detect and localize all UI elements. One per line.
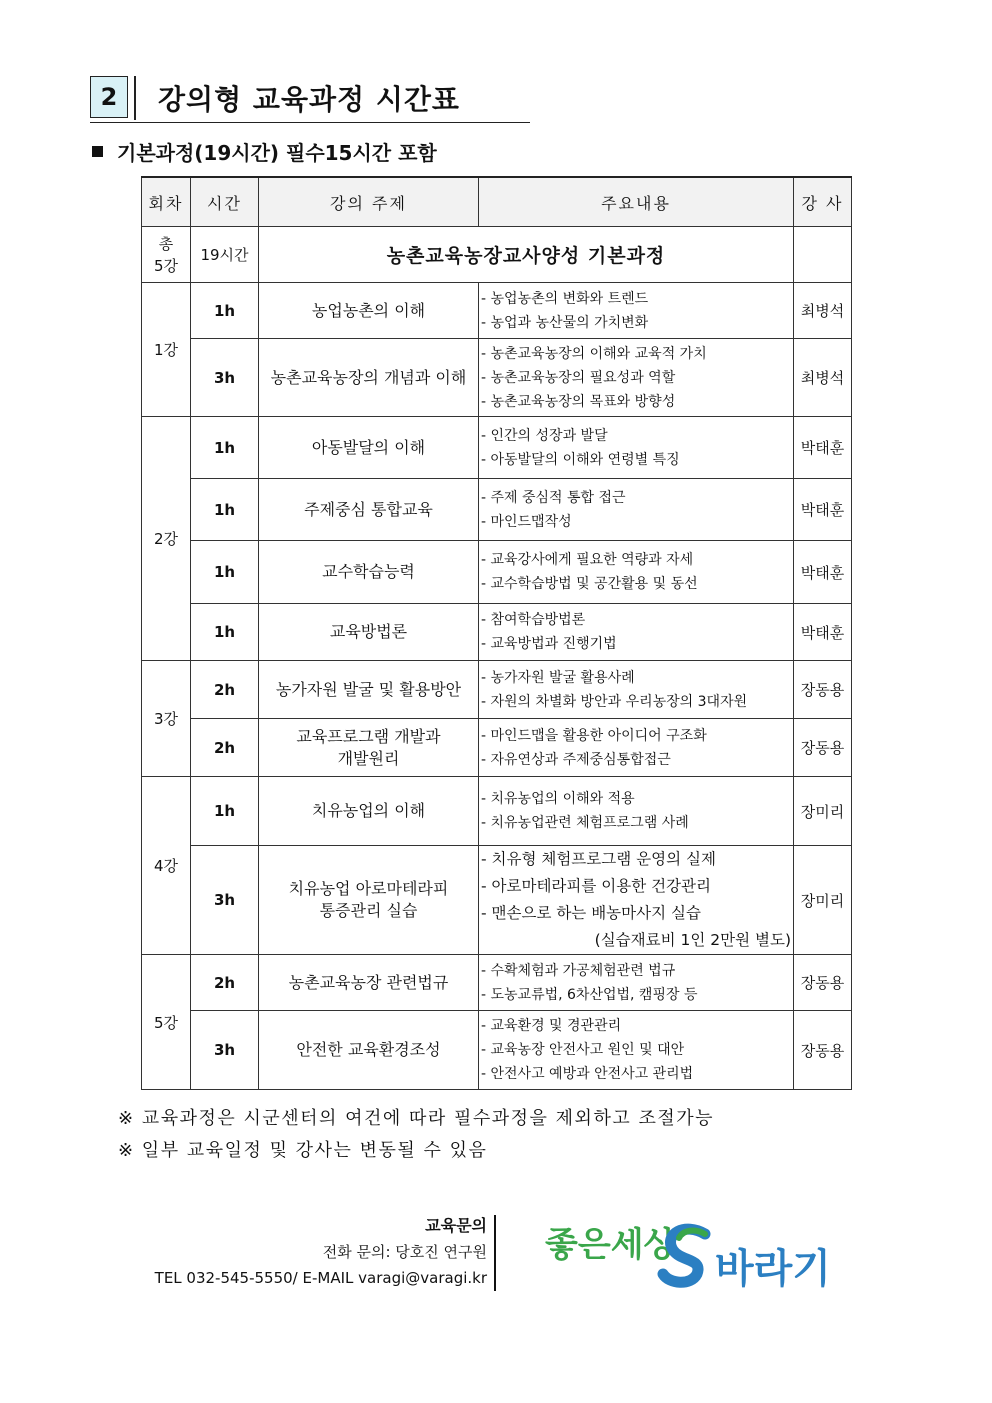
contact-phone: 전화 문의: 당호진 연구원 <box>322 1243 487 1261</box>
content-line: - 자유연상과 주제중심통합접근 <box>481 751 671 768</box>
table-row <box>142 604 852 661</box>
content-line: - 치유형 체험프로그램 운영의 실제 <box>481 850 716 868</box>
note-line: ※ 일부 교육일정 및 강사는 변동될 수 있음 <box>118 1140 488 1161</box>
content-cell <box>479 719 794 777</box>
table-row <box>142 719 852 777</box>
table-row <box>142 283 852 339</box>
topic-cell <box>259 777 479 846</box>
hours-cell: 1h <box>191 541 259 604</box>
topic-line: 농촌교육농장 관련법규 <box>288 972 449 992</box>
content-line: - 교육방법과 진행기법 <box>481 636 617 652</box>
content-cell <box>479 661 794 719</box>
summary-time: 19시간 <box>191 227 259 283</box>
content-note: (실습재료비 1인 2만원 별도) <box>594 931 791 949</box>
square-bullet-icon <box>92 146 103 157</box>
topic-cell <box>259 955 479 1011</box>
content-line: - 농업과 농산물의 가치변화 <box>481 314 649 331</box>
summary-instructor <box>794 227 852 283</box>
section-title: 강의형 교육과정 시간표 <box>158 83 460 116</box>
session-label: 3강 <box>142 661 191 777</box>
topic-line: 농가자원 발굴 및 활용방안 <box>275 679 462 699</box>
content-line: - 도농교류법, 6차산업법, 캠핑장 등 <box>481 986 698 1003</box>
topic-line: 아동발달의 이해 <box>311 437 426 457</box>
content-cell <box>479 339 794 417</box>
instructor-cell: 최병석 <box>794 339 852 417</box>
topic-cell <box>259 604 479 661</box>
content-line: - 농촌교육농장의 목표와 방향성 <box>481 393 676 410</box>
instructor-cell: 장미리 <box>794 777 852 846</box>
topic-line: 안전한 교육환경조성 <box>296 1040 441 1059</box>
content-line: - 마인드맵을 활용한 아이디어 구조화 <box>481 727 707 744</box>
topic-cell <box>259 541 479 604</box>
content-cell <box>479 479 794 541</box>
content-cell <box>479 541 794 604</box>
contact-tel-email: TEL 032-545-5550/ E-MAIL varagi@varagi.kr <box>154 1269 487 1287</box>
contact-block <box>155 1213 487 1291</box>
hours-cell: 2h <box>191 955 259 1011</box>
note-line: ※ 교육과정은 시군센터의 여건에 따라 필수과정을 제외하고 조절가능 <box>118 1108 714 1129</box>
summary-session-bottom: 5강 <box>153 256 179 275</box>
hours-cell: 2h <box>191 661 259 719</box>
hours-cell: 3h <box>191 339 259 417</box>
table-row <box>142 1011 852 1090</box>
content-line: - 농업농촌의 변화와 트렌드 <box>481 290 649 307</box>
contact-divider <box>494 1215 496 1291</box>
content-line: - 농촌교육농장의 필요성과 역할 <box>481 369 676 386</box>
content-line: - 자원의 차별화 방안과 우리농장의 3대자원 <box>481 693 748 710</box>
session-label: 2강 <box>142 417 191 661</box>
table-row <box>142 955 852 1011</box>
logo <box>545 1212 857 1292</box>
topic-line: 교수학습능력 <box>322 562 415 581</box>
section-divider <box>134 76 136 120</box>
table-row <box>142 339 852 417</box>
logo-text-right: 바라기 <box>715 1246 831 1292</box>
instructor-cell: 박태훈 <box>794 479 852 541</box>
content-line: - 치유농업관련 체험프로그램 사례 <box>481 815 689 831</box>
table-row <box>142 846 852 955</box>
hours-cell: 1h <box>191 777 259 846</box>
hours-cell: 1h <box>191 479 259 541</box>
instructor-cell: 장동용 <box>794 661 852 719</box>
topic-cell <box>259 719 479 777</box>
topic-line: 통증관리 실습 <box>319 901 418 920</box>
instructor-cell: 장동용 <box>794 719 852 777</box>
content-line: - 수확체험과 가공체험관련 법규 <box>481 962 676 979</box>
topic-line: 주제중심 통합교육 <box>304 499 433 519</box>
topic-line: 농업농촌의 이해 <box>311 300 426 320</box>
content-line: - 아로마테라피를 이용한 건강관리 <box>481 877 711 895</box>
notes <box>118 1103 714 1167</box>
session-label: 5강 <box>142 955 191 1090</box>
header-session: 회차 <box>142 177 191 227</box>
header-time: 시간 <box>191 177 259 227</box>
table-row <box>142 777 852 846</box>
content-cell <box>479 417 794 479</box>
table-row <box>142 479 852 541</box>
header-content: 주요내용 <box>479 177 794 227</box>
content-cell <box>479 1011 794 1090</box>
instructor-cell: 최병석 <box>794 283 852 339</box>
session-label: 4강 <box>142 777 191 955</box>
topic-line: 농촌교육농장의 개념과 이해 <box>270 367 467 387</box>
topic-line: 치유농업의 이해 <box>311 801 426 820</box>
instructor-cell: 박태훈 <box>794 417 852 479</box>
content-line: - 아동발달의 이해와 연령별 특징 <box>481 451 680 468</box>
content-line: - 안전사고 예방과 안전사고 관리법 <box>481 1066 694 1082</box>
instructor-cell: 박태훈 <box>794 604 852 661</box>
hours-cell: 1h <box>191 417 259 479</box>
instructor-cell: 장동용 <box>794 955 852 1011</box>
header-instructor: 강 사 <box>794 177 852 227</box>
content-cell <box>479 846 794 955</box>
topic-line: 교육방법론 <box>329 622 408 641</box>
hours-cell: 1h <box>191 604 259 661</box>
summary-row <box>142 227 852 283</box>
content-line: - 교육환경 및 경관관리 <box>481 1018 622 1034</box>
topic-line: 치유농업 아로마테라피 <box>288 879 449 898</box>
section-header <box>90 76 530 123</box>
content-line: - 마인드맵작성 <box>481 513 572 530</box>
topic-cell <box>259 417 479 479</box>
summary-session-top: 총 <box>158 234 174 253</box>
table-row <box>142 417 852 479</box>
contact-heading: 교육문의 <box>425 1216 487 1235</box>
content-cell <box>479 777 794 846</box>
subheading-text: 기본과정(19시간) 필수15시간 포함 <box>117 141 437 165</box>
schedule-table <box>141 176 852 1090</box>
hours-cell: 2h <box>191 719 259 777</box>
content-cell <box>479 283 794 339</box>
table-row <box>142 661 852 719</box>
instructor-cell: 장미리 <box>794 846 852 955</box>
content-line: - 농가자원 발굴 활용사례 <box>481 669 635 686</box>
topic-cell <box>259 846 479 955</box>
content-line: - 치유농업의 이해와 적용 <box>481 791 635 807</box>
subheading <box>92 137 437 166</box>
hours-cell: 3h <box>191 1011 259 1090</box>
section-number: 2 <box>90 76 128 118</box>
content-cell <box>479 604 794 661</box>
logo-text-left: 좋은세상 <box>545 1225 677 1265</box>
topic-line: 개발원리 <box>337 748 400 768</box>
content-line: - 참여학습방법론 <box>481 612 586 628</box>
topic-cell <box>259 1011 479 1090</box>
content-line: - 교육강사에게 필요한 역량과 자세 <box>481 552 694 568</box>
table-header-row <box>142 177 852 227</box>
table-row <box>142 541 852 604</box>
summary-session <box>142 227 191 283</box>
topic-line: 교육프로그램 개발과 <box>296 726 441 746</box>
session-label: 1강 <box>142 283 191 417</box>
content-line: - 교육농장 안전사고 원인 및 대안 <box>481 1042 685 1058</box>
content-cell <box>479 955 794 1011</box>
instructor-cell: 장동용 <box>794 1011 852 1090</box>
content-line: - 교수학습방법 및 공간활용 및 동선 <box>481 576 698 592</box>
hours-cell: 3h <box>191 846 259 955</box>
hours-cell: 1h <box>191 283 259 339</box>
topic-cell <box>259 661 479 719</box>
content-line: - 맨손으로 하는 배농마사지 실습 <box>481 904 701 922</box>
topic-cell <box>259 479 479 541</box>
content-line: - 인간의 성장과 발달 <box>481 427 608 444</box>
header-topic: 강의 주제 <box>259 177 479 227</box>
topic-cell <box>259 283 479 339</box>
topic-cell <box>259 339 479 417</box>
summary-title: 농촌교육농장교사양성 기본과정 <box>259 227 794 283</box>
content-line: - 주제 중심적 통합 접근 <box>481 489 626 506</box>
content-line: - 농촌교육농장의 이해와 교육적 가치 <box>481 345 707 362</box>
instructor-cell: 박태훈 <box>794 541 852 604</box>
